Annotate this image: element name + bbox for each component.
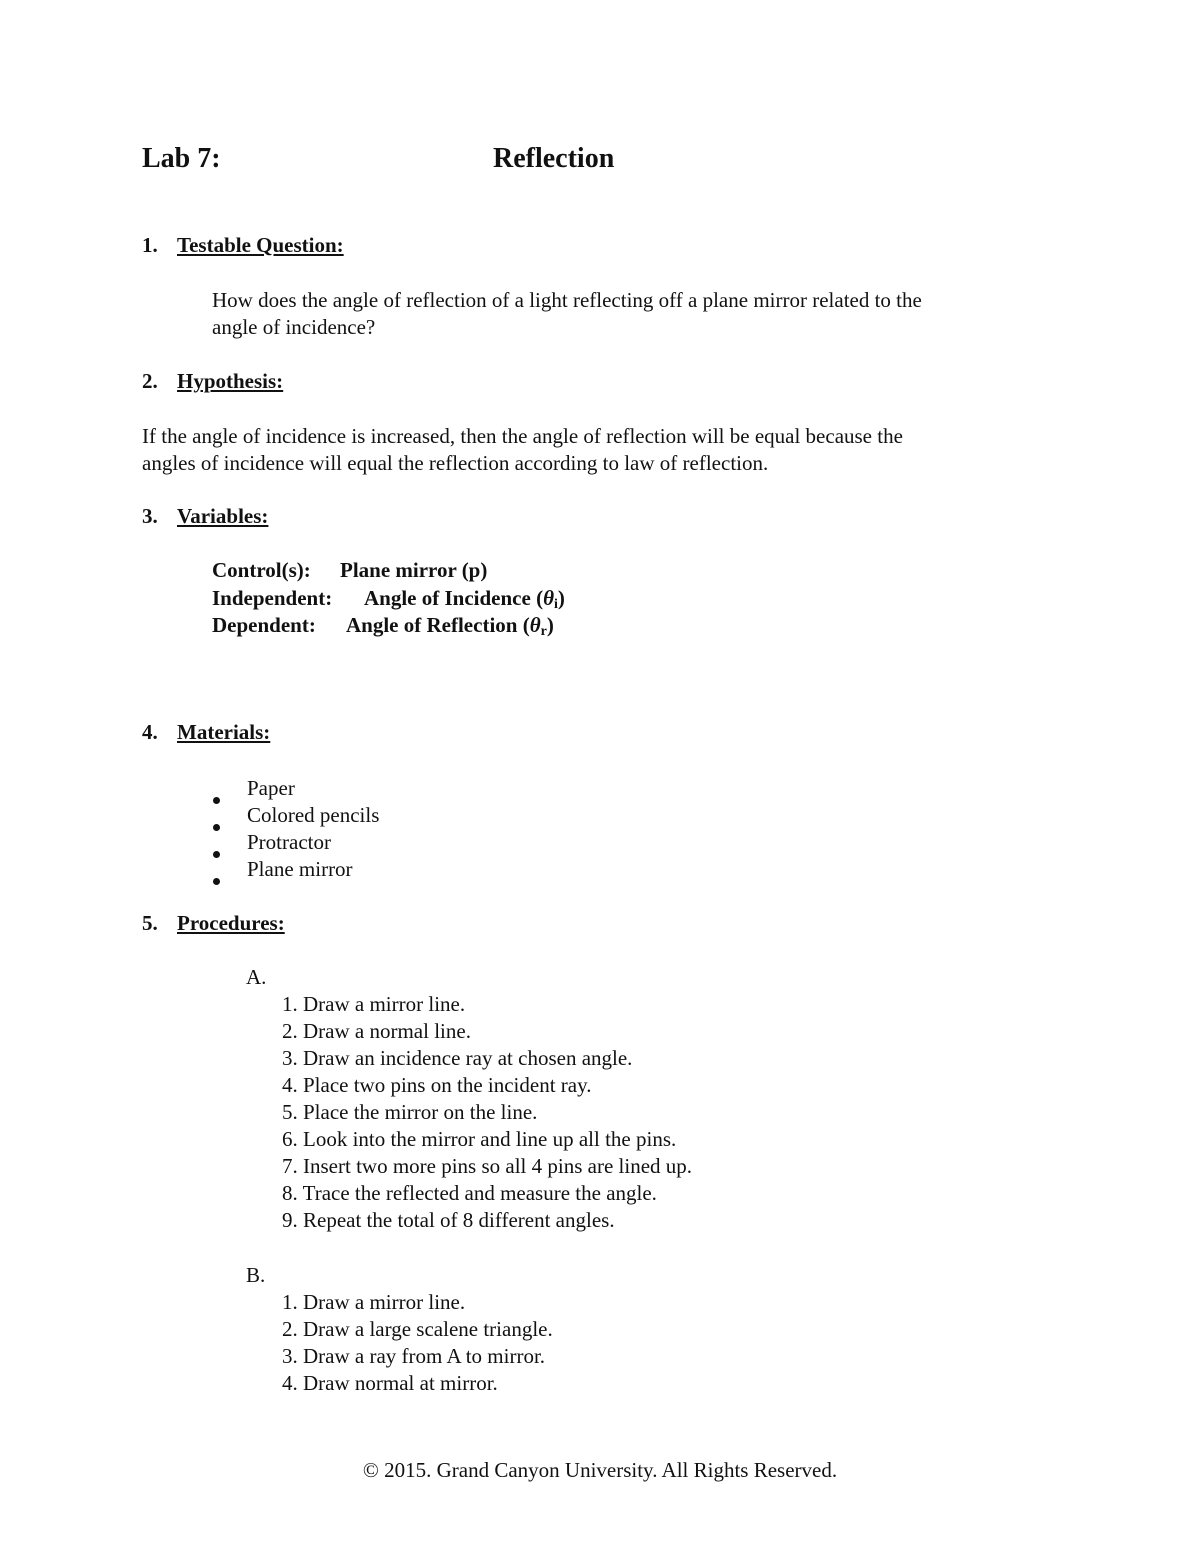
part-b-label: B. xyxy=(246,1263,266,1287)
section-1-heading: Testable Question: xyxy=(177,233,344,257)
procedure-step: 5. Place the mirror on the line. xyxy=(282,1100,538,1124)
procedure-step: 1. Draw a mirror line. xyxy=(282,992,466,1016)
bullet-dot xyxy=(213,866,220,891)
section-4-heading: Materials: xyxy=(177,720,271,744)
hypothesis-line-1: If the angle of incidence is increased, then the angle of reflection will be equal because the xyxy=(142,424,903,448)
materials-item: Plane mirror xyxy=(247,857,353,881)
section-4-number: 4. xyxy=(142,720,158,744)
bullet-dot xyxy=(213,839,220,864)
procedure-step: 6. Look into the mirror and line up all the pins. xyxy=(282,1127,677,1151)
procedure-step: 2. Draw a normal line. xyxy=(282,1019,471,1043)
materials-item: Paper xyxy=(247,776,295,800)
independent-label: Independent: xyxy=(212,586,333,610)
part-a-label: A. xyxy=(246,965,267,989)
procedure-step: 8. Trace the reflected and measure the angle. xyxy=(282,1181,657,1205)
procedure-step: 4. Place two pins on the incident ray. xyxy=(282,1073,592,1097)
procedure-step: 2. Draw a large scalene triangle. xyxy=(282,1317,553,1341)
hypothesis-line-2: angles of incidence will equal the reflection according to law of reflection. xyxy=(142,451,769,475)
materials-item: Colored pencils xyxy=(247,803,380,827)
testable-question-line-2: angle of incidence? xyxy=(212,315,376,339)
control-label: Control(s): xyxy=(212,558,311,582)
control-value: Plane mirror (p) xyxy=(340,558,488,582)
lab-number: Lab 7: xyxy=(142,143,221,174)
section-3-heading: Variables: xyxy=(177,504,269,528)
dependent-label: Dependent: xyxy=(212,613,316,637)
procedure-step: 3. Draw an incidence ray at chosen angle. xyxy=(282,1046,633,1070)
section-1-number: 1. xyxy=(142,233,158,257)
testable-question-line-1: How does the angle of reflection of a light reflecting off a plane mirror related to the xyxy=(212,288,922,312)
page-title: Reflection xyxy=(493,143,615,174)
copyright-footer: © 2015. Grand Canyon University. All Rights Reserved. xyxy=(362,1458,838,1482)
independent-value: Angle of Incidence $(\theta_i)$ xyxy=(364,586,565,612)
section-3-number: 3. xyxy=(142,504,158,528)
dependent-value: Angle of Reflection $(\theta_r)$ xyxy=(346,613,554,639)
section-5-number: 5. xyxy=(142,911,158,935)
procedure-step: 3. Draw a ray from A to mirror. xyxy=(282,1344,546,1368)
bullet-dot xyxy=(213,812,220,837)
procedure-step: 1. Draw a mirror line. xyxy=(282,1290,466,1314)
materials-item: Protractor xyxy=(247,830,331,854)
section-2-heading: Hypothesis: xyxy=(177,369,284,393)
procedure-step: 7. Insert two more pins so all 4 pins are lined up. xyxy=(282,1154,693,1178)
bullet-dot xyxy=(213,785,220,810)
section-5-heading: Procedures: xyxy=(177,911,285,935)
procedure-step: 9. Repeat the total of 8 different angles. xyxy=(282,1208,615,1232)
procedure-step: 4. Draw normal at mirror. xyxy=(282,1371,498,1395)
section-2-number: 2. xyxy=(142,369,158,393)
